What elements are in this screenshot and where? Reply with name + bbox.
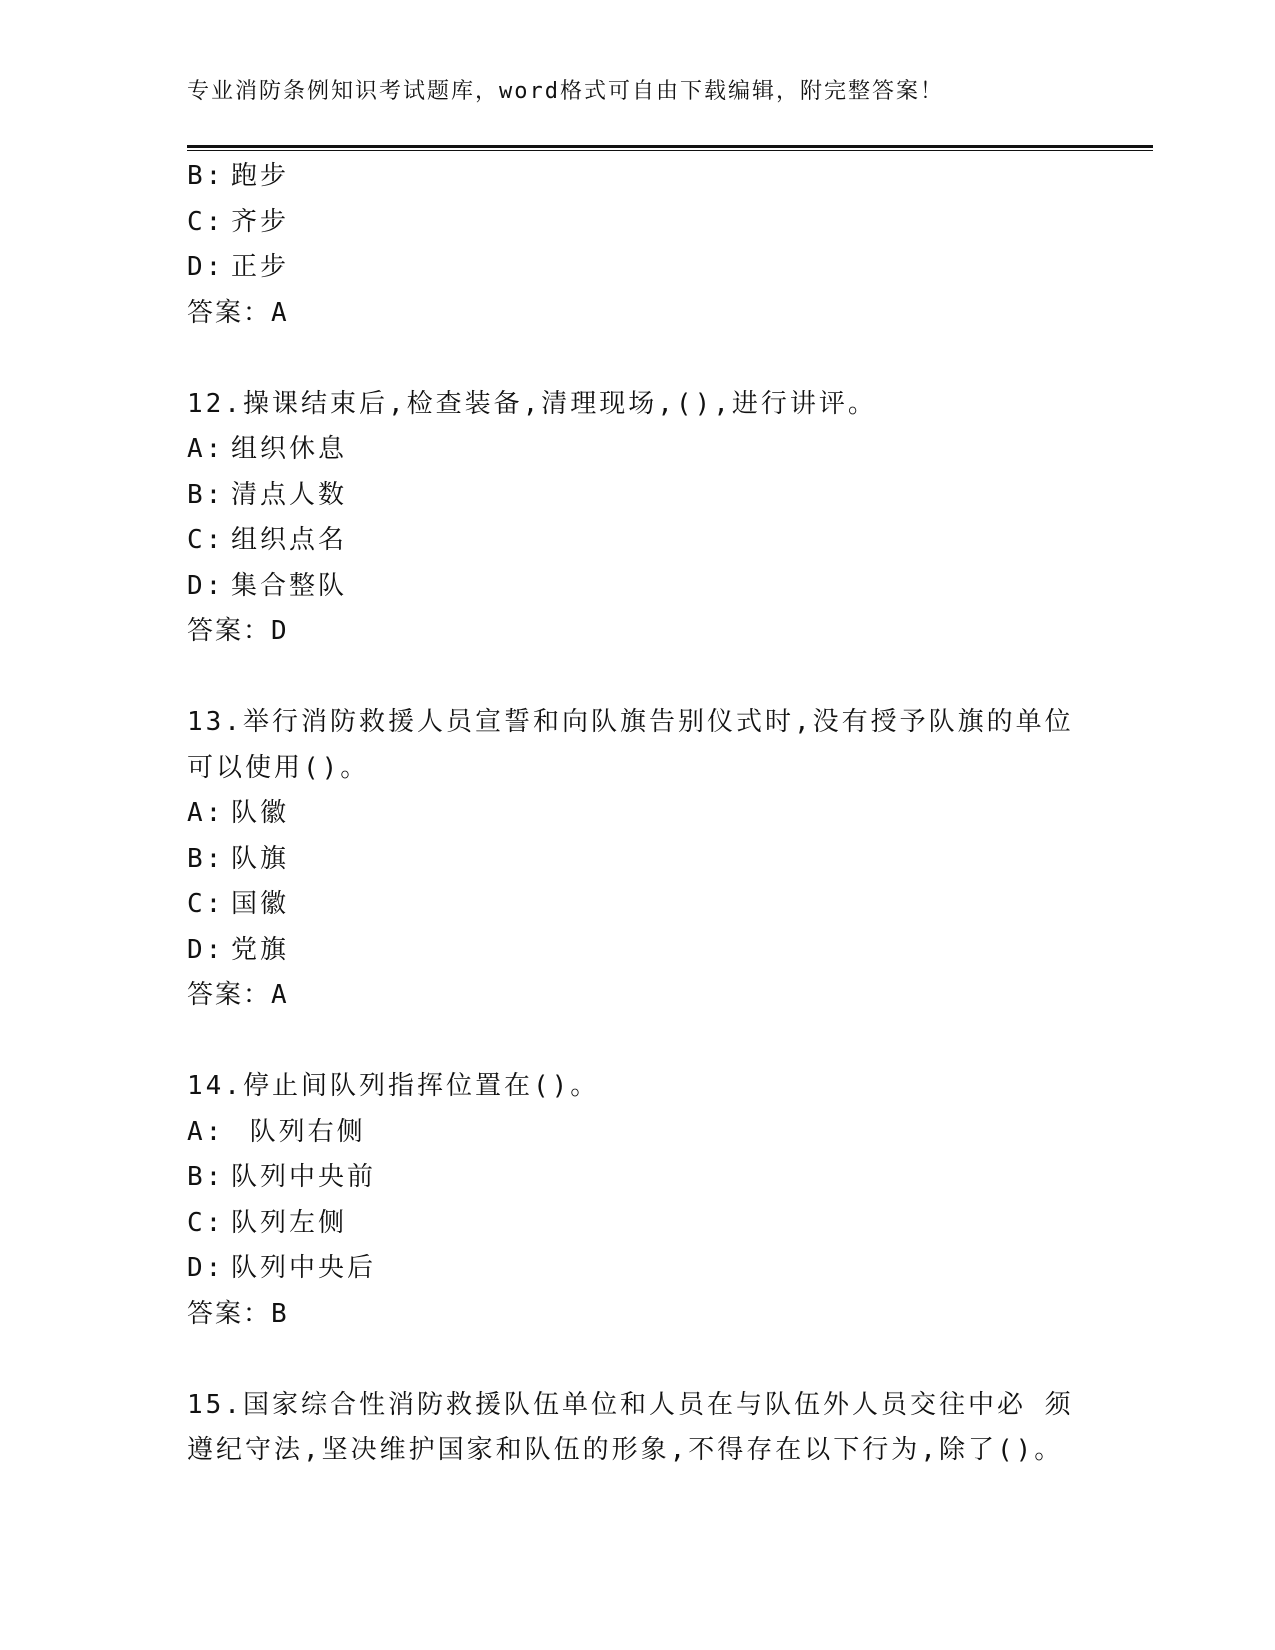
option-d: D: 集合整队 xyxy=(187,570,348,601)
option-c: C: 队列左侧 xyxy=(187,1207,348,1238)
header-divider xyxy=(187,145,1153,151)
option-b: B: 队列中央前 xyxy=(187,1162,377,1192)
question-block-15 xyxy=(187,1383,1074,1474)
question-list xyxy=(187,154,1074,1474)
answer-line: 答案：B xyxy=(187,1298,289,1329)
option-d: D: 队列中央后 xyxy=(187,1253,377,1283)
question-text: 12.操课结束后,检查装备,清理现场,(),进行讲评。 xyxy=(187,388,877,419)
option-d: D: 党旗 xyxy=(187,934,290,965)
question-block-12 xyxy=(187,382,1067,655)
option-d: D: 正步 xyxy=(187,252,290,282)
question-text-line-1: 13.举行消防救援人员宣誓和向队旗告别仪式时,没有授予队旗的单位 xyxy=(187,707,1074,737)
option-a: A: 组织休息 xyxy=(187,434,348,464)
spacer xyxy=(187,655,1067,701)
option-a: A: 队列右侧 xyxy=(187,1116,366,1147)
question-text-line-2: 遵纪守法,坚决维护国家和队伍的形象,不得存在以下行为,除了()。 xyxy=(187,1435,1064,1465)
option-c: C: 国徽 xyxy=(187,889,290,919)
spacer xyxy=(187,336,1067,382)
answer-line: 答案：A xyxy=(187,297,289,328)
option-c: C: 齐步 xyxy=(187,206,290,237)
spacer xyxy=(187,1019,1067,1065)
spacer xyxy=(187,1337,1067,1383)
option-b: B: 清点人数 xyxy=(187,479,348,510)
question-text: 14.停止间队列指挥位置在()。 xyxy=(187,1071,600,1101)
question-text-line-1: 15.国家综合性消防救援队伍单位和人员在与队伍外人员交往中必 须 xyxy=(187,1389,1074,1420)
option-b: B: 跑步 xyxy=(187,161,290,191)
option-c: C: 组织点名 xyxy=(187,525,348,555)
question-block-13 xyxy=(187,700,1074,1019)
option-a: A: 队徽 xyxy=(187,798,290,828)
question-text-line-2: 可以使用()。 xyxy=(187,752,370,783)
option-b: B: 队旗 xyxy=(187,843,290,874)
answer-line: 答案：A xyxy=(187,980,289,1010)
page-header: 专业消防条例知识考试题库，word格式可自由下载编辑，附完整答案！ xyxy=(187,79,944,104)
question-block-11-continued xyxy=(187,154,1067,336)
answer-line: 答案：D xyxy=(187,616,289,646)
question-block-14 xyxy=(187,1064,1067,1337)
